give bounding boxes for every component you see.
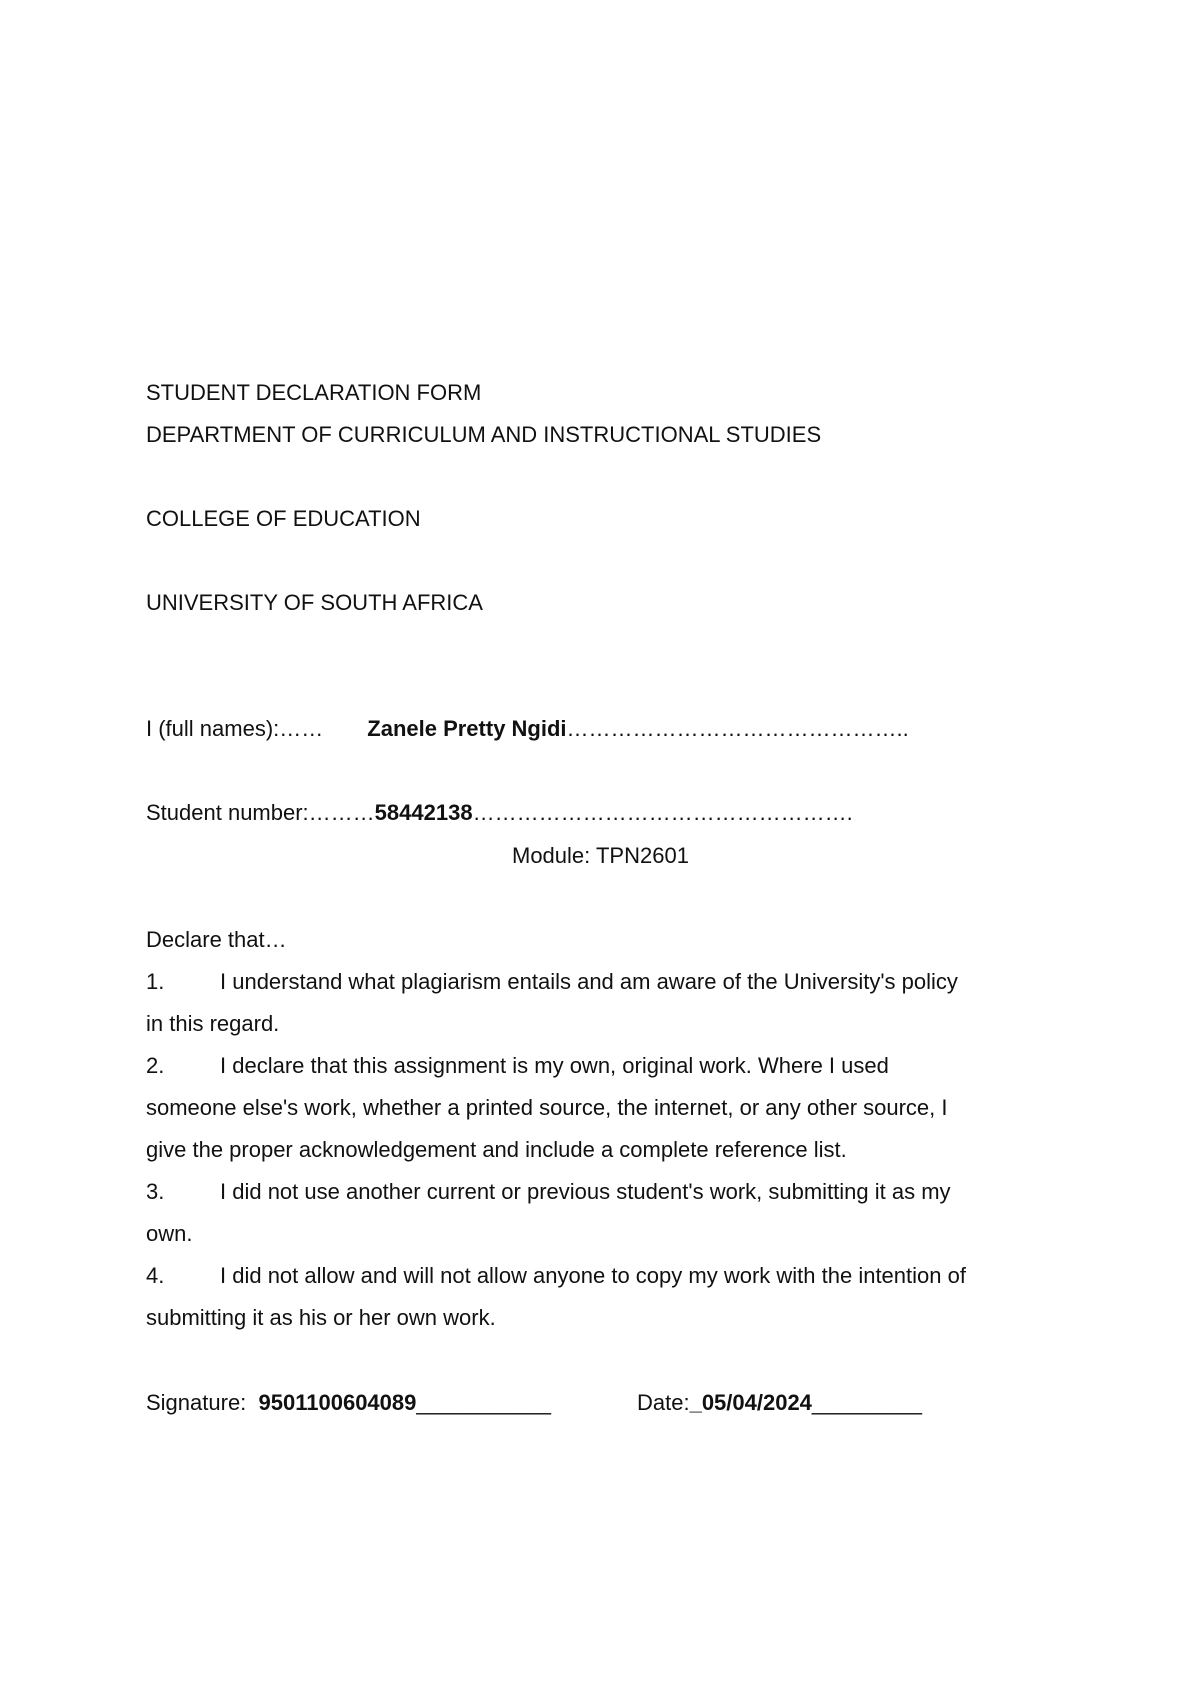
student-number-dots: …………………………………………….: [472, 800, 853, 825]
date-underline: _________: [811, 1390, 923, 1415]
item-text: give the proper acknowledgement and include a complete reference list.: [146, 1137, 847, 1162]
university-name: UNIVERSITY OF SOUTH AFRICA: [146, 590, 483, 615]
full-names-dots: ………………………………………..: [566, 716, 909, 741]
item-text: submitting it as his or her own work.: [146, 1305, 496, 1330]
date-label: Date:: [636, 1390, 690, 1415]
signature-row: [146, 1390, 922, 1416]
declaration-intro: Declare that…: [146, 927, 287, 952]
full-names-value: Zanele Pretty Ngidi: [367, 716, 567, 741]
item-number: 1.: [146, 969, 165, 994]
module-code: Module: TPN2601: [512, 843, 689, 868]
item-text: own.: [146, 1221, 193, 1246]
item-number: 2.: [146, 1053, 165, 1078]
declaration-item: [146, 1045, 1046, 1171]
student-number-label: Student number:………: [146, 800, 375, 825]
item-number: 4.: [146, 1263, 165, 1288]
item-number: 3.: [146, 1179, 165, 1204]
declaration-item: [146, 1171, 1046, 1255]
college-name: COLLEGE OF EDUCATION: [146, 506, 421, 531]
full-names-row: [146, 716, 909, 742]
item-text: I did not use another current or previous student's work, submitting it as my: [220, 1179, 951, 1204]
item-text: in this regard.: [146, 1011, 280, 1036]
signature-value: 9501100604089: [258, 1390, 417, 1415]
form-title: STUDENT DECLARATION FORM: [146, 380, 482, 405]
department-name: DEPARTMENT OF CURRICULUM AND INSTRUCTIONAL STUDIES: [146, 422, 822, 447]
signature-label: Signature:: [146, 1390, 247, 1415]
item-text: I understand what plagiarism entails and am aware of the University's policy: [220, 969, 958, 994]
student-number-row: [146, 800, 853, 826]
date-value: _05/04/2024: [689, 1390, 812, 1415]
full-names-label: I (full names):……: [146, 716, 324, 741]
signature-underline: ___________: [416, 1390, 551, 1415]
item-text: someone else's work, whether a printed source, the internet, or any other source, I: [146, 1095, 948, 1120]
student-number-value: 58442138: [374, 800, 473, 825]
declaration-item: [146, 961, 1046, 1045]
item-text: I declare that this assignment is my own, original work. Where I used: [220, 1053, 889, 1078]
item-text: I did not allow and will not allow anyone to copy my work with the intention of: [220, 1263, 966, 1288]
declaration-item: [146, 1255, 1046, 1339]
